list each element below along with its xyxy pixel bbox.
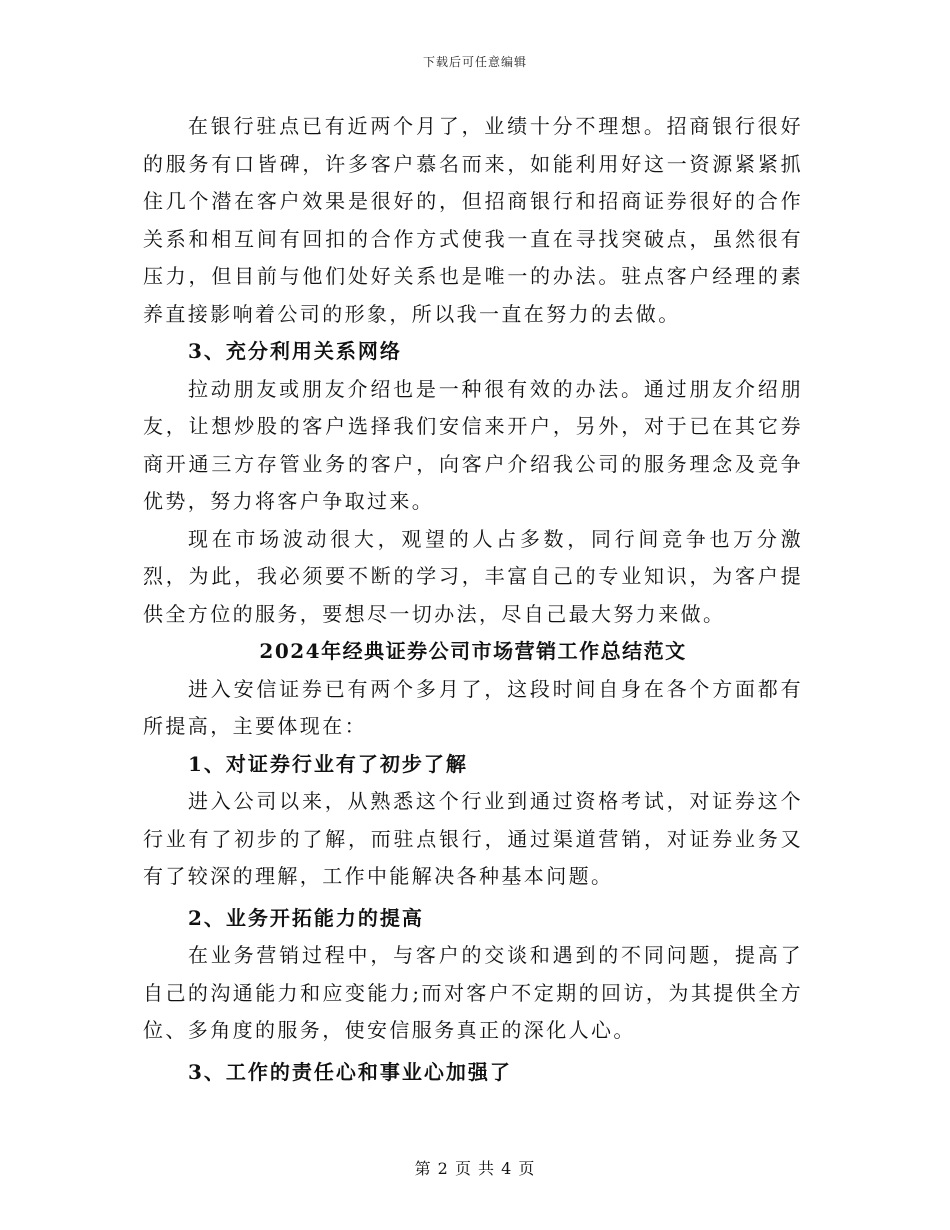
paragraph-industry-understanding: 进入公司以来，从熟悉这个行业到通过资格考试，对证券这个行业有了初步的了解，而驻点银行，通过渠道营销，对证券业务又有了较深的理解，工作中能解决各种基本问题。 [143, 789, 803, 888]
heading-relationship-network: 3、充分利用关系网络 [188, 339, 402, 363]
document-body [143, 108, 803, 1091]
page-footer: 第 2 页 共 4 页 [414, 1159, 536, 1178]
heading-business-development: 2、业务开拓能力的提高 [188, 905, 424, 930]
page-header: 下载后可任意编辑 [422, 55, 527, 69]
paragraph-intro: 进入安信证券已有两个多月了，这段时间自身在各个方面都有所提高，主要体现在： [143, 676, 803, 738]
heading-responsibility: 3、工作的责任心和事业心加强了 [188, 1059, 512, 1084]
paragraph-market-volatility: 现在市场波动很大，观望的人占多数，同行间竞争也万分激烈，为此，我必须要不断的学习，丰富自己的专业知识，为客户提供全方位的服务，要想尽一切办法，尽自己最大努力来做。 [143, 526, 803, 626]
paragraph-bank-station: 在银行驻点已有近两个月了，业绩十分不理想。招商银行很好的服务有口皆碑，许多客户慕名而来，如能利用好这一资源紧紧抓住几个潜在客户效果是很好的，但招商银行和招商证券很好的合作关系和相互间有回扣的合作方式使我一直在寻找突破点，虽然很有压力，但目前与他们处好关系也是唯一的办法。驻点客户经理的素养直接影响着公司的形象，所以我一直在努力的去做。 [143, 114, 803, 326]
paragraph-business-development: 在业务营销过程中，与客户的交谈和遇到的不同问题，提高了自己的沟通能力和应变能力;而对客户不定期的回访，为其提供全方位、多角度的服务，使安信服务真正的深化人心。 [143, 943, 803, 1042]
paragraph-friends-referral: 拉动朋友或朋友介绍也是一种很有效的办法。通过朋友介绍朋友，让想炒股的客户选择我们安信来开户，另外，对于已在其它券商开通三方存管业务的客户，向客户介绍我公司的服务理念及竞争优势，努力将客户争取过来。 [143, 376, 803, 513]
section-title: 2024年经典证券公司市场营销工作总结范文 [259, 639, 687, 663]
heading-industry-understanding: 1、对证券行业有了初步了解 [188, 751, 468, 776]
